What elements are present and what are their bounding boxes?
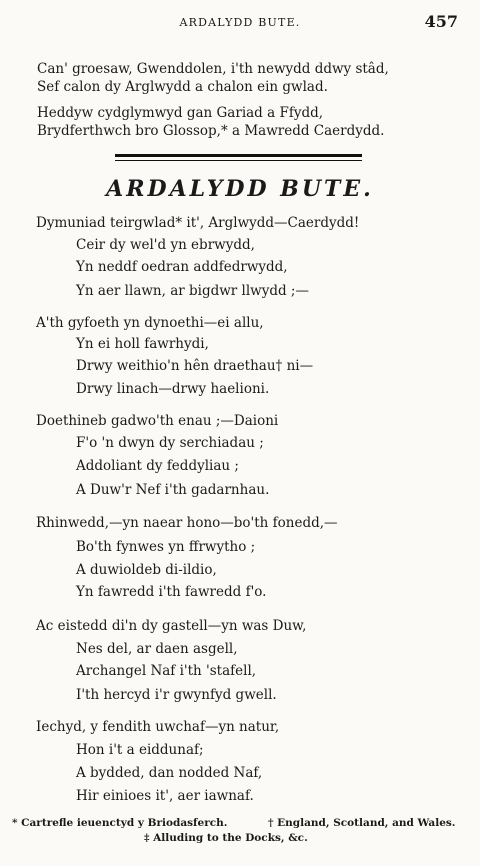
- double-rule-thick: [115, 154, 362, 157]
- stanza-line: Archangel Naf i'th 'stafell,: [76, 663, 257, 679]
- stanza-line: A duwioldeb di-ildio,: [76, 562, 217, 578]
- stanza-line: Rhinwedd,—yn naear hono—bo'th fonedd,—: [36, 515, 338, 531]
- prev-line: Sef calon dy Arglwydd a chalon ein gwlad.: [37, 79, 328, 95]
- footnote: ‡ Alluding to the Docks, &c.: [144, 832, 308, 844]
- stanza-line: A bydded, dan nodded Naf,: [76, 765, 263, 781]
- running-title: ARDALYDD BUTE.: [179, 16, 301, 29]
- prev-line: Heddyw cydglymwyd gan Gariad a Ffydd,: [37, 105, 324, 121]
- stanza-line: Nes del, ar daen asgell,: [76, 641, 238, 657]
- stanza-line: Ceir dy wel'd yn ebrwydd,: [76, 237, 255, 253]
- stanza-line: Yn ei holl fawrhydi,: [76, 336, 209, 352]
- stanza-line: Drwy linach—drwy haelioni.: [76, 381, 270, 397]
- stanza-line: Dymuniad teirgwlad* it', Arglwydd—Caerdydd!: [36, 215, 360, 231]
- stanza-line: A Duw'r Nef i'th gadarnhau.: [76, 482, 270, 498]
- page-number: 457: [424, 12, 458, 31]
- stanza-line: Yn fawredd i'th fawredd f'o.: [76, 584, 267, 600]
- stanza-line: Yn neddf oedran addfedrwydd,: [76, 259, 288, 275]
- stanza-line: F'o 'n dwyn dy serchiadau ;: [76, 435, 264, 451]
- stanza-line: Iechyd, y fendith uwchaf—yn natur,: [36, 719, 280, 735]
- prev-line: Brydferthwch bro Glossop,* a Mawredd Caerdydd.: [37, 123, 385, 139]
- stanza-line: Yn aer llawn, ar bigdwr llwydd ;—: [76, 283, 309, 299]
- stanza-line: A'th gyfoeth yn dynoethi—ei allu,: [36, 315, 264, 331]
- stanza-line: Doethineb gadwo'th enau ;—Daioni: [36, 413, 279, 429]
- footnote: * Cartrefle ieuenctyd y Briodasferch.: [12, 817, 228, 829]
- footnote: † England, Scotland, and Wales.: [268, 817, 456, 829]
- stanza-line: Addoliant dy feddyliau ;: [76, 458, 239, 474]
- stanza-line: Hir einioes it', aer iawnaf.: [76, 788, 254, 804]
- stanza-line: Bo'th fynwes yn ffrwytho ;: [76, 539, 256, 555]
- stanza-line: Drwy weithio'n hên draethau† ni—: [76, 358, 314, 374]
- stanza-line: Ac eistedd di'n dy gastell—yn was Duw,: [36, 618, 307, 634]
- stanza-line: Hon i't a eiddunaf;: [76, 742, 204, 758]
- poem-title: ARDALYDD BUTE.: [106, 176, 374, 202]
- prev-line: Can' groesaw, Gwenddolen, i'th newydd ddwy stâd,: [37, 61, 389, 77]
- double-rule-thin: [115, 160, 362, 161]
- stanza-line: I'th hercyd i'r gwynfyd gwell.: [76, 687, 277, 703]
